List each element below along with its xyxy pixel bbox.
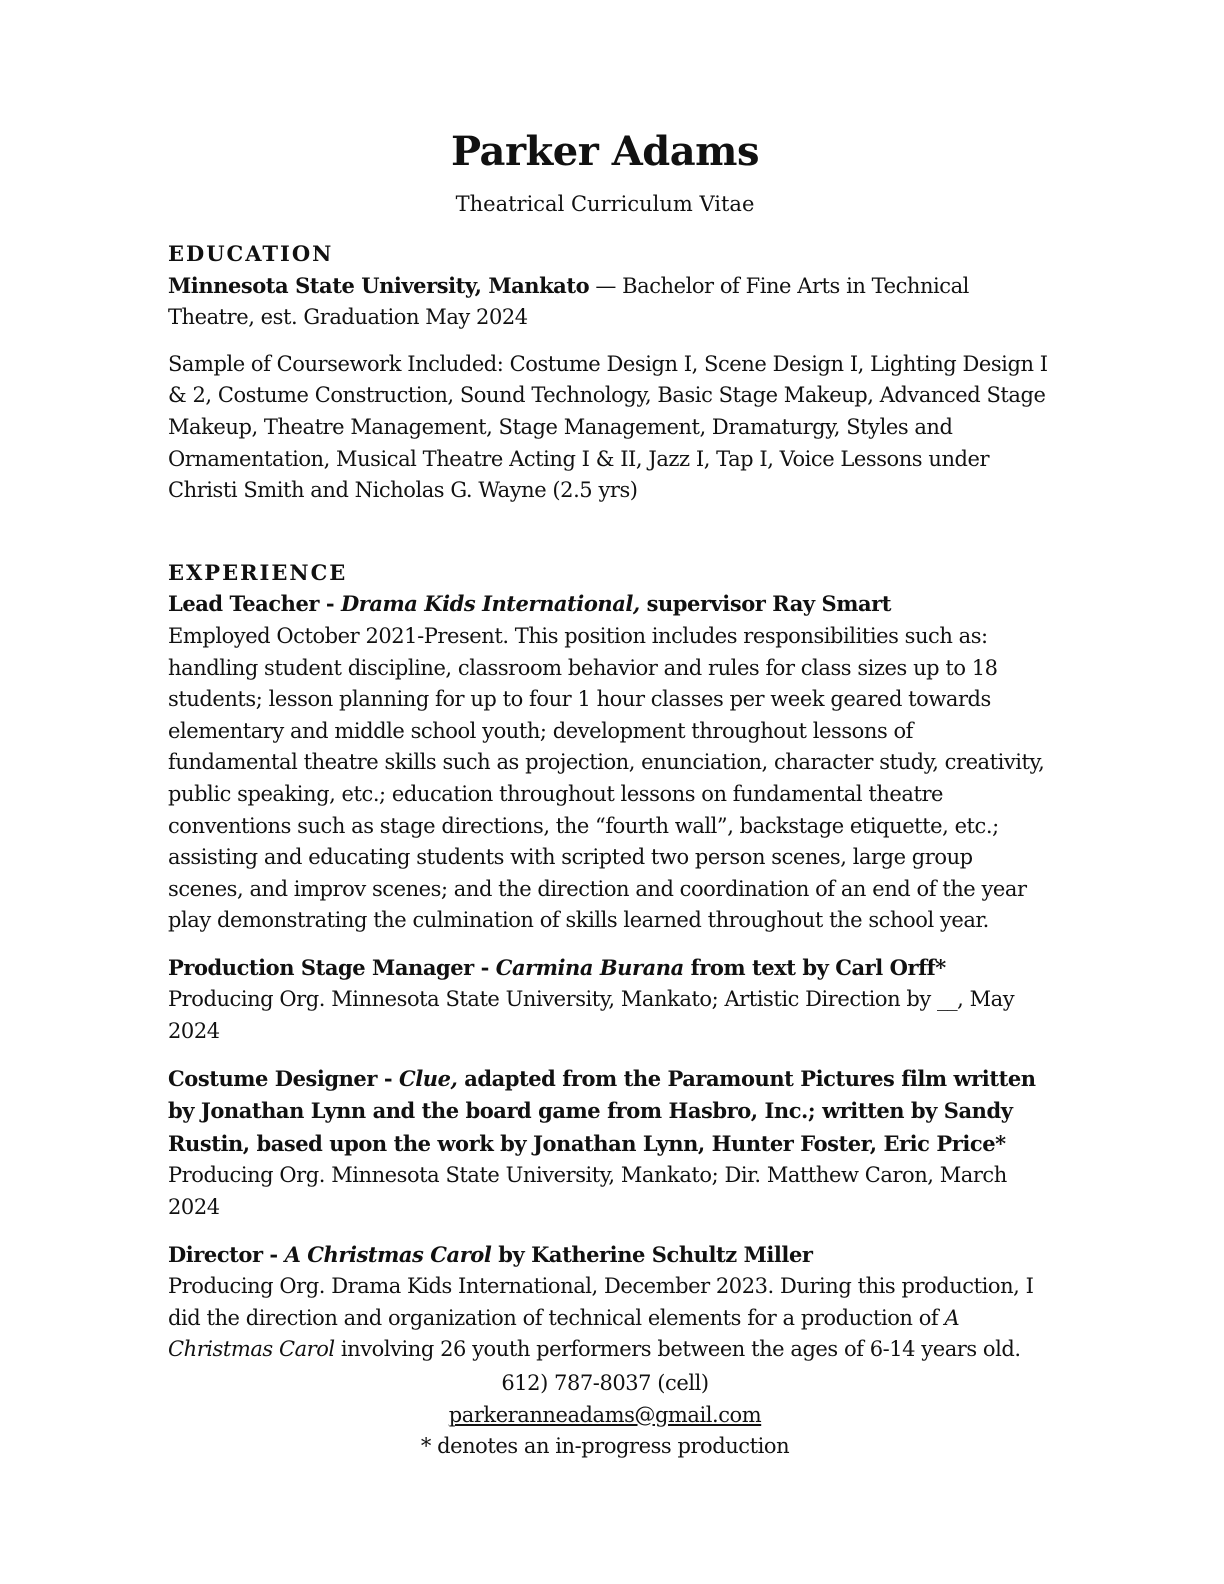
education-school: Minnesota State University, Mankato [168,272,590,298]
entry-detail-text: involving 26 youth performers between the ages of 6-14 years old. [334,1337,1021,1362]
education-section [168,238,1048,507]
entry-title [168,952,1048,985]
entry-work: A Christmas Carol [284,1241,492,1267]
experience-entry [168,1063,1048,1224]
cv-subtitle: Theatrical Curriculum Vitae [455,192,755,216]
entry-work: Carmina Burana [495,954,684,980]
entry-role: Lead Teacher - [168,591,341,617]
entry-role: Costume Designer - [168,1065,399,1091]
entry-detail: Producing Org. Minnesota State University, Mankato; Dir. Matthew Caron, March 2024 [168,1163,1007,1220]
entry-title [168,588,1048,621]
experience-heading: EXPERIENCE [168,559,348,585]
footnote: * denotes an in-progress production [420,1434,790,1459]
entry-credit: supervisor Ray Smart [639,591,892,617]
experience-section [168,557,1048,1366]
entry-title [168,1063,1048,1161]
entry-title [168,1239,1048,1272]
entry-work: Drama Kids International, [340,591,640,617]
entry-detail-italic: A Christmas Carol [168,1305,960,1362]
contact-block [0,1368,1210,1463]
entry-work: Clue, [398,1065,458,1091]
entry-detail: Producing Org. Minnesota State University, Mankato; Artistic Direction by __, May 2024 [168,987,1015,1044]
education-coursework: Sample of Coursework Included: Costume Design I, Scene Design I, Lighting Design I & 2, Costume Construction, Sound Technology, Basic Stage Makeup, Advanced Stage Makeup, Theatre Management, Stage Management, Dramaturgy, Styles and Ornamentation, Musical Theatre Acting I & II, Jazz I, Tap I, Voice Lessons under Christi Smith and Nicholas G. Wayne (2.5 yrs) [168,351,1048,503]
experience-entry [168,588,1048,937]
education-heading: EDUCATION [168,241,334,266]
cv-body [168,238,1048,1366]
contact-phone: 612) 787-8037 (cell) [501,1371,709,1395]
entry-detail [168,1271,1048,1366]
entry-detail: Employed October 2021-Present. This position includes responsibilities such as: handling student discipline, classroom behavior and rules for class sizes up to 18 students; lesson planning for up to four 1 hour classes per week geared towards elementary and middle school youth; development throughout lessons of fundamental theatre skills such as projection, enunciation, character study, creativity, public speaking, etc.; education throughout lessons on fundamental theatre conventions such as stage directions, the “fourth wall”, backstage etiquette, etc.; assisting and educating students with scripted two person scenes, large group scenes, and improv scenes; and the direction and coordination of an end of the year play demonstrating the culmination of skills learned throughout the school year. [168,623,1045,933]
entry-role: Production Stage Manager - [168,954,496,980]
education-degree-text: — Bachelor of Fine Arts in Technical Theatre, est. Graduation May 2024 [168,273,969,330]
entry-role: Director - [168,1241,285,1267]
experience-entry [168,1239,1048,1366]
entry-credit: from text by Carl Orff* [683,954,946,980]
cv-name: Parker Adams [451,128,759,175]
education-degree [168,270,1048,334]
entry-credit: adapted from the Paramount Pictures film written by Jonathan Lynn and the board game from Hasbro, Inc.; written by Sandy Rustin, based upon the work by Jonathan Lynn, Hunter Foster, Eric Price* [168,1065,1036,1156]
entry-credit: by Katherine Schultz Miller [491,1241,813,1267]
contact-email-link[interactable]: parkeranneadams@gmail.com [448,1402,762,1427]
entry-detail-text: Producing Org. Drama Kids International, December 2023. During this production, I did the direction and organization of technical elements for a production of [168,1274,1034,1330]
experience-entry [168,952,1048,1048]
